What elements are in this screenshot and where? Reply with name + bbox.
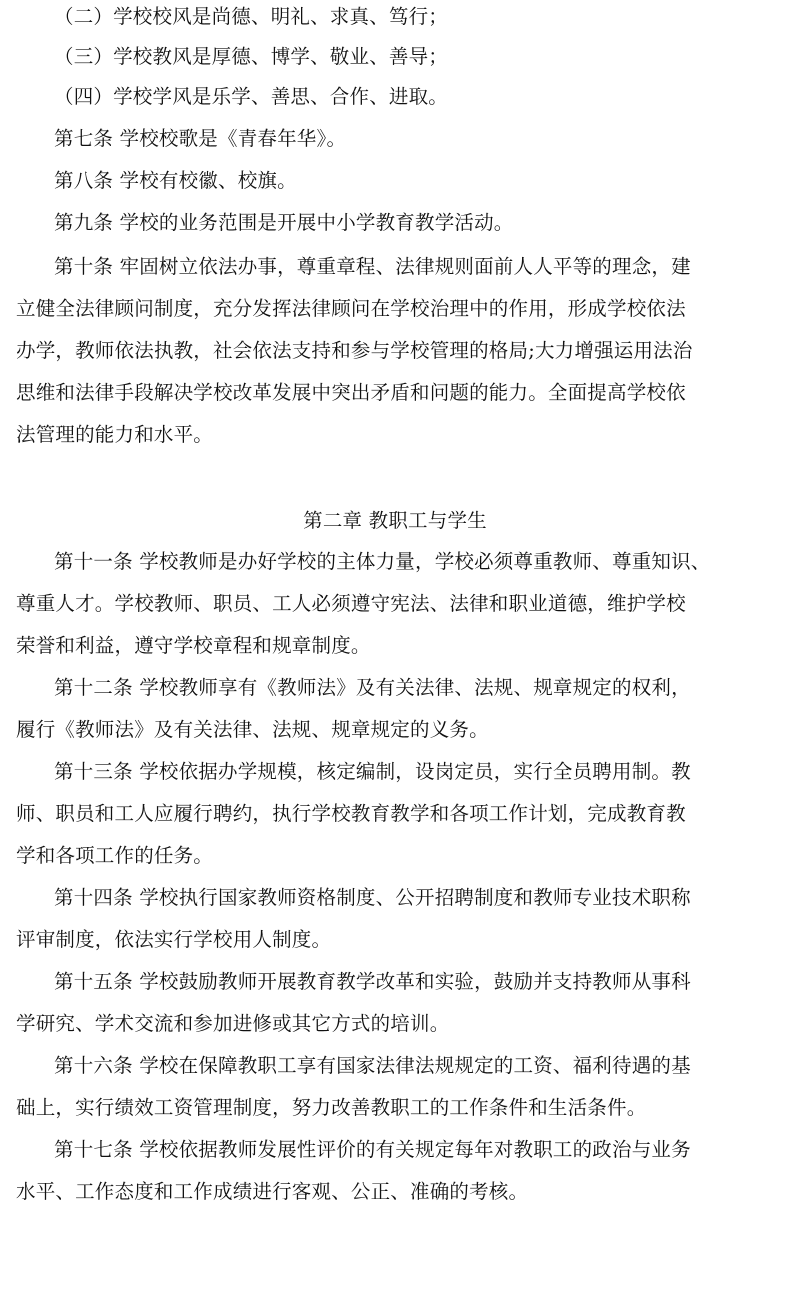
article-11-line-1: 第十一条 学校教师是办好学校的主体力量，学校必须尊重教师、尊重知识、 bbox=[54, 550, 711, 573]
teaching-spirit-line: （三）学校教风是厚德、博学、敬业、善导； bbox=[54, 45, 449, 68]
article-14-line-1: 第十四条 学校执行国家教师资格制度、公开招聘制度和教师专业技术职称 bbox=[54, 886, 691, 909]
school-spirit-line: （二）学校校风是尚德、明礼、求真、笃行； bbox=[54, 5, 449, 28]
article-16-line-2: 础上，实行绩效工资管理制度，努力改善教职工的工作条件和生活条件。 bbox=[16, 1096, 647, 1119]
article-15-line-1: 第十五条 学校鼓励教师开展教育教学改革和实验，鼓励并支持教师从事科 bbox=[54, 970, 691, 993]
article-10-line-5: 法管理的能力和水平。 bbox=[16, 423, 214, 446]
article-11-line-3: 荣誉和利益，遵守学校章程和规章制度。 bbox=[16, 634, 371, 657]
article-11-line-2: 尊重人才。学校教师、职员、工人必须遵守宪法、法律和职业道德，维护学校 bbox=[16, 592, 686, 615]
article-14-line-2: 评审制度，依法实行学校用人制度。 bbox=[16, 928, 332, 951]
article-10-line-4: 思维和法律手段解决学校改革发展中突出矛盾和问题的能力。全面提高学校依 bbox=[16, 381, 686, 404]
article-17-line-1: 第十七条 学校依据教师发展性评价的有关规定每年对教职工的政治与业务 bbox=[54, 1138, 691, 1161]
article-10-line-2: 立健全法律顾问制度，充分发挥法律顾问在学校治理中的作用，形成学校依法 bbox=[16, 297, 686, 320]
article-9: 第九条 学校的业务范围是开展中小学教育教学活动。 bbox=[54, 211, 514, 234]
study-spirit-line: （四）学校学风是乐学、善思、合作、进取。 bbox=[54, 85, 449, 108]
article-13-line-3: 学和各项工作的任务。 bbox=[16, 844, 214, 867]
article-13-line-2: 师、职员和工人应履行聘约，执行学校教育教学和各项工作计划，完成教育教 bbox=[16, 802, 686, 825]
article-12-line-2: 履行《教师法》及有关法律、法规、规章规定的义务。 bbox=[16, 718, 489, 741]
article-16-line-1: 第十六条 学校在保障教职工享有国家法律法规规定的工资、福利待遇的基 bbox=[54, 1054, 691, 1077]
chapter-heading: 第二章 教职工与学生 bbox=[303, 509, 487, 532]
article-10-line-1: 第十条 牢固树立依法办事，尊重章程、法律规则面前人人平等的理念，建 bbox=[54, 255, 691, 278]
article-13-line-1: 第十三条 学校依据办学规模，核定编制，设岗定员，实行全员聘用制。教 bbox=[54, 760, 691, 783]
article-7: 第七条 学校校歌是《青春年华》。 bbox=[54, 127, 347, 150]
article-15-line-2: 学研究、学术交流和参加进修或其它方式的培训。 bbox=[16, 1012, 450, 1035]
article-8: 第八条 学校有校徽、校旗。 bbox=[54, 169, 297, 192]
article-12-line-1: 第十二条 学校教师享有《教师法》及有关法律、法规、规章规定的权利， bbox=[54, 676, 691, 699]
article-10-line-3: 办学，教师依法执教，社会依法支持和参与学校管理的格局;大力增强运用法治 bbox=[16, 339, 693, 362]
article-17-line-2: 水平、工作态度和工作成绩进行客观、公正、准确的考核。 bbox=[16, 1180, 529, 1203]
